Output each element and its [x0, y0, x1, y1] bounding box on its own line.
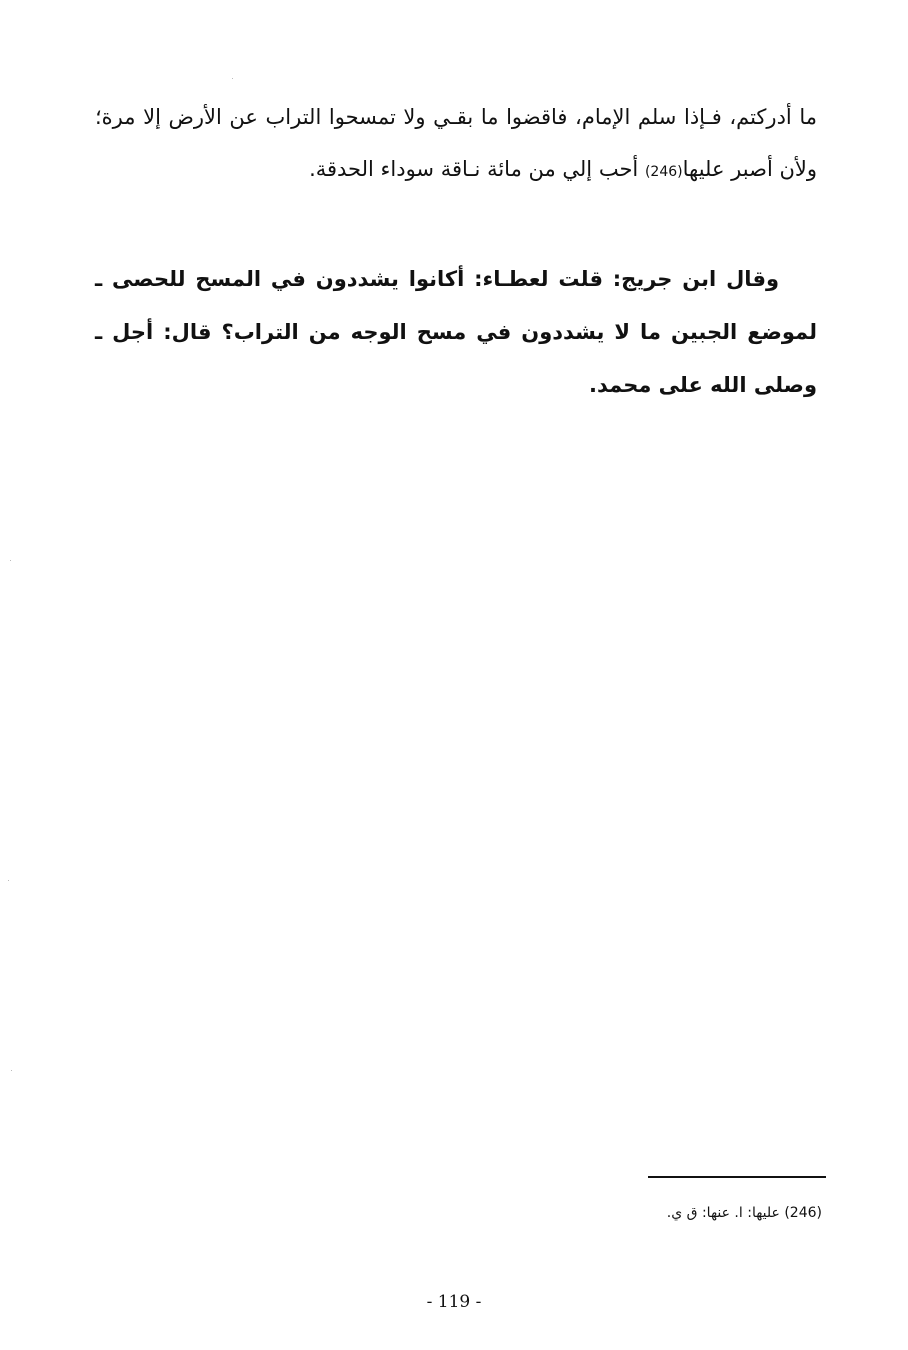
footnote-reference: (246) [644, 164, 683, 180]
paragraph-1-text-end: أحب إلي من مائة نـاقة سوداء الحدقة. [309, 157, 645, 181]
scan-speck [8, 880, 9, 881]
footnote-divider [648, 1176, 826, 1178]
scan-speck [11, 1070, 12, 1071]
paragraph-2: وقال ابن جريج: قلت لعطـاء: أكانوا يشددون في المسح للحصى ـ لموضع الجبين ما لا يشددون في مسح الوجه من التراب؟ قال: أجل ـ وصلى الله على محمد. [95, 267, 817, 397]
paragraph-1-text-start: ما أدركتم، فـإذا سلم الإمام، فاقضوا ما بقـي ولا تمسحوا التراب عن الأرض إلا مرة؛ ولأن أصبر عليها [95, 105, 817, 181]
page-number: - 119 - [426, 1292, 482, 1312]
footnote: (246) عليها: ا. عنها: ق ي. [666, 1205, 822, 1221]
scan-speck [232, 78, 233, 79]
scan-speck [10, 560, 11, 561]
paragraph-1 [95, 91, 817, 198]
